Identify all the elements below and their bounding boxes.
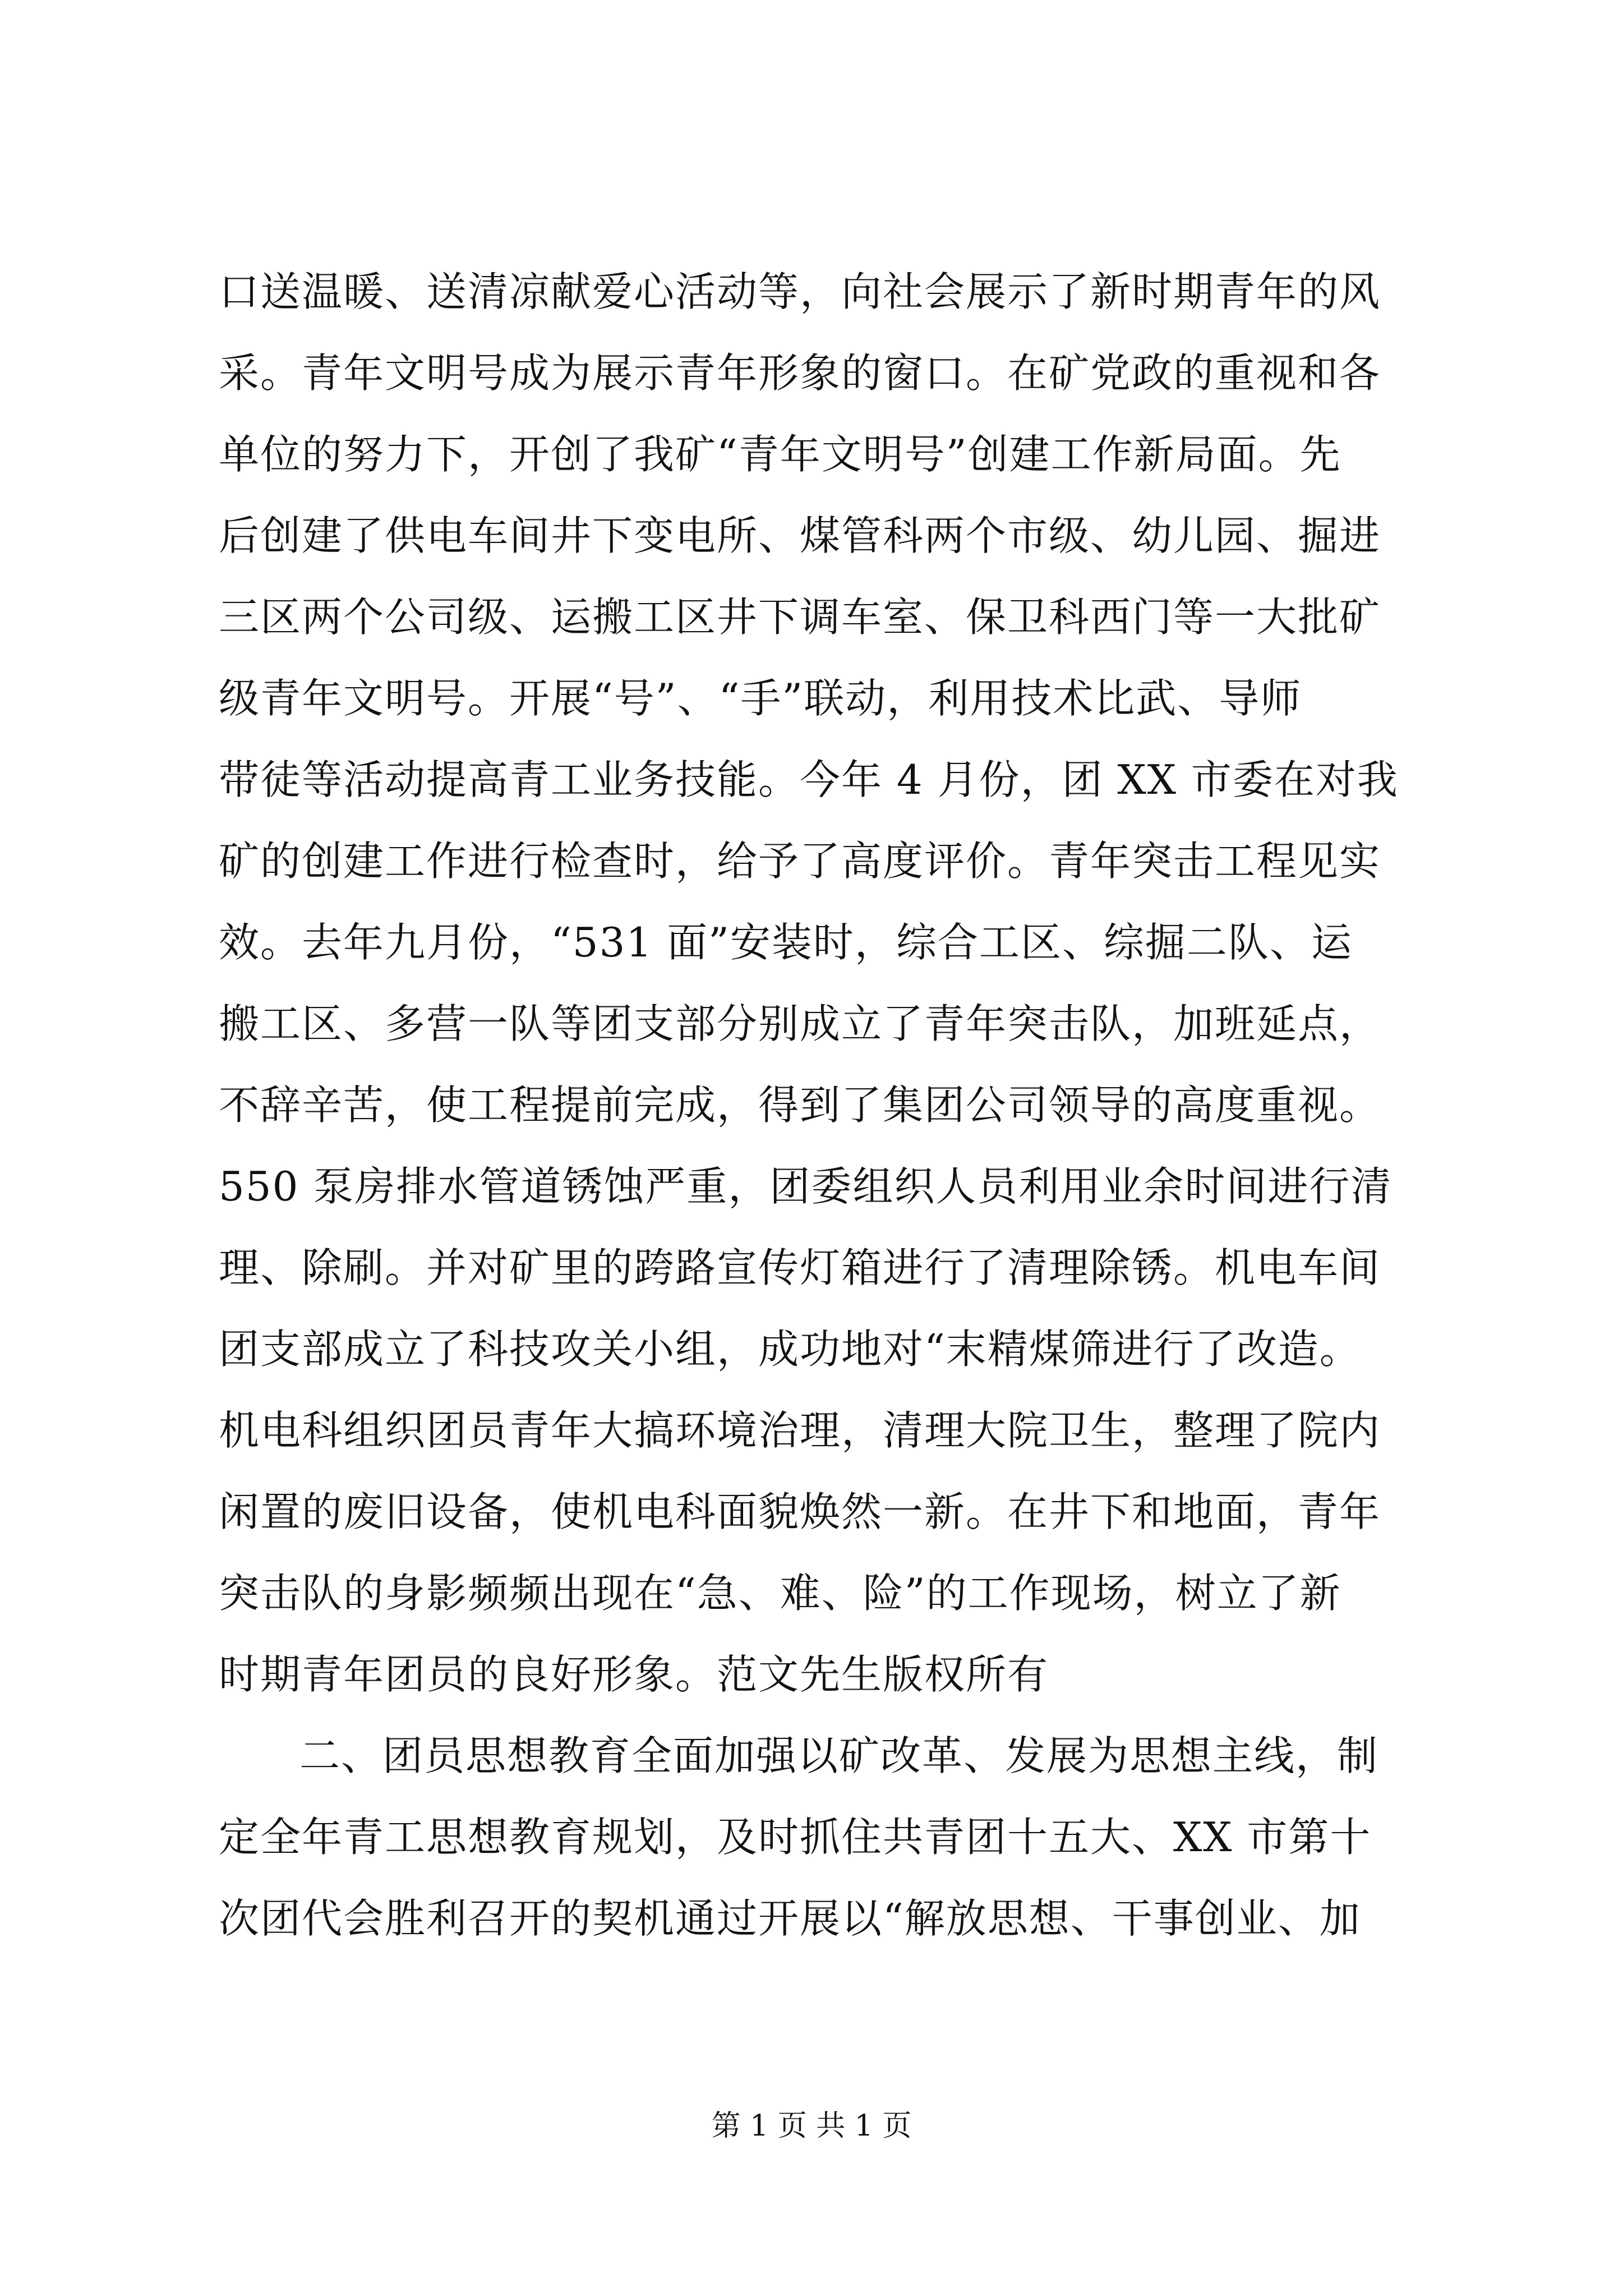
text-line: 次团代会胜利召开的契机通过开展以“解放思想、干事创业、加 [219,1895,1361,1942]
text-line: 单位的努力下，开创了我矿“青年文明号”创建工作新局面。先 [219,431,1341,478]
paragraph-first-line: 二、团员思想教育全面加强以矿改革、发展为思想主线，制 [299,1732,1379,1779]
text-line: 矿的创建工作进行检查时，给予了高度评价。青年突击工程见实 [219,838,1381,885]
text-line: 后创建了供电车间井下变电所、煤管科两个市级、幼儿园、掘进 [219,512,1381,559]
text-line: 口送温暖、送清凉献爱心活动等，向社会展示了新时期青年的风 [219,268,1381,315]
page-number-footer: 第 1 页 共 1 页 [711,2109,912,2143]
text-line: 采。青年文明号成为展示青年形象的窗口。在矿党政的重视和各 [219,349,1381,397]
text-line: 550 泵房排水管道锈蚀严重，团委组织人员利用业余时间进行清 [219,1163,1393,1210]
text-line: 团支部成立了科技攻关小组，成功地对“末精煤筛进行了改造。 [219,1326,1361,1373]
text-line: 定全年青工思想教育规划，及时抓住共青团十五大、XX 市第十 [219,1814,1372,1861]
text-line: 时期青年团员的良好形象。范文先生版权所有 [219,1651,1049,1698]
text-line: 三区两个公司级、运搬工区井下调车室、保卫科西门等一大批矿 [219,593,1381,641]
text-line: 级青年文明号。开展“号”、“手”联动，利用技术比武、导师 [219,675,1302,722]
text-line: 突击队的身影频频出现在“急、难、险”的工作现场，树立了新 [219,1570,1341,1617]
text-line: 搬工区、多营一队等团支部分别成立了青年突击队，加班延点， [219,1000,1381,1047]
text-line: 不辞辛苦，使工程提前完成，得到了集团公司领导的高度重视。 [219,1082,1381,1129]
text-line: 机电科组织团员青年大搞环境治理，清理大院卫生，整理了院内 [219,1407,1381,1454]
text-line: 带徒等活动提高青工业务技能。今年 4 月份，团 XX 市委在对我 [219,756,1399,803]
text-line: 效。去年九月份，“531 面”安装时，综合工区、综掘二队、运 [219,919,1353,966]
text-line: 理、除刷。并对矿里的跨路宣传灯箱进行了清理除锈。机电车间 [219,1244,1381,1291]
text-line: 闲置的废旧设备，使机电科面貌焕然一新。在井下和地面，青年 [219,1488,1381,1535]
